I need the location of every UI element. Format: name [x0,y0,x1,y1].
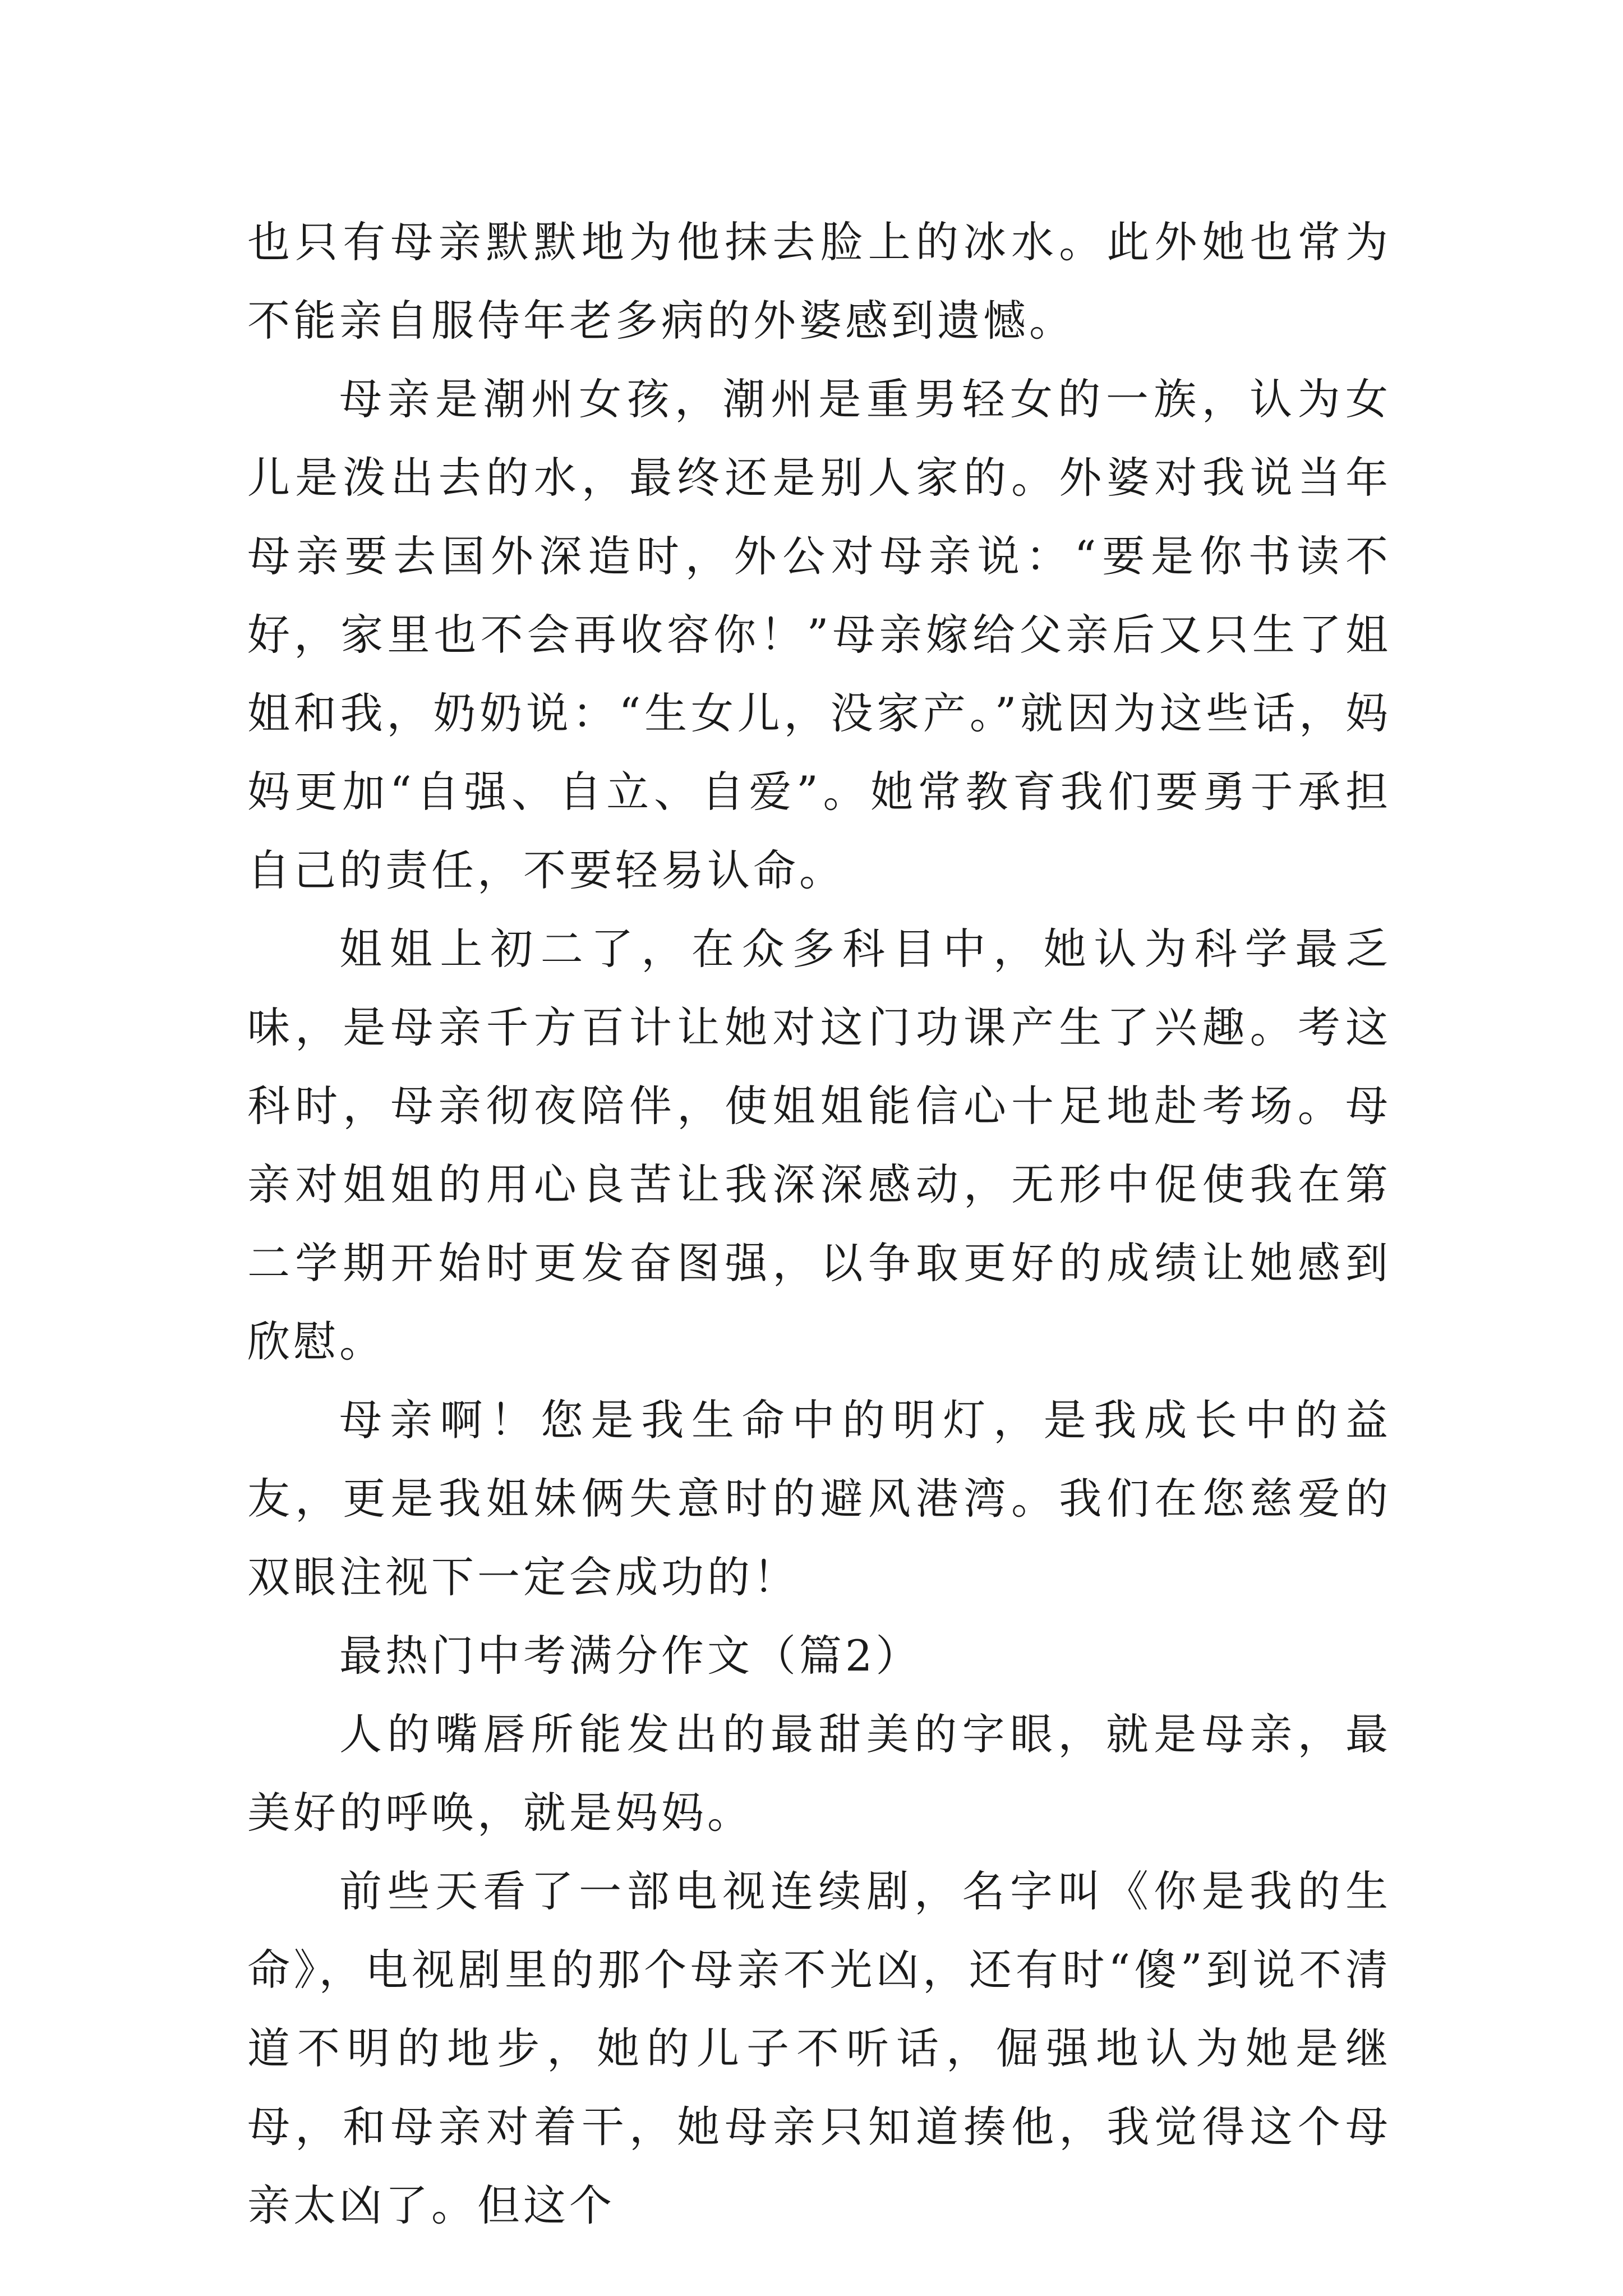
section-heading: 最热门中考满分作文（篇2） [339,1631,922,1681]
paragraph-4: 母亲啊！您是我生命中的明灯，是我成长中的益友，更是我姐妹俩失意时的避风港湾。我们在您慈爱的双眼注视下一定会成功的！ [247,1395,1391,1602]
document-body [247,203,1391,2245]
paragraph-1: 也只有母亲默默地为他抹去脸上的冰水。此外她也常为不能亲自服侍年老多病的外婆感到遗憾。 [247,217,1391,346]
paragraph-3: 姐姐上初二了，在众多科目中，她认为科学最乏味，是母亲千方百计让她对这门功课产生了兴趣。考这科时，母亲彻夜陪伴，使姐姐能信心十足地赴考场。母亲对姐姐的用心良苦让我深深感动，无形中促使我在第二学期开始时更发奋图强，以争取更好的成绩让她感到欣慰。 [247,924,1391,1366]
paragraph-5: 人的嘴唇所能发出的最甜美的字眼，就是母亲，最美好的呼唤，就是妈妈。 [247,1709,1391,1838]
paragraph-2: 母亲是潮州女孩，潮州是重男轻女的一族，认为女儿是泼出去的水，最终还是别人家的。外婆对我说当年母亲要去国外深造时，外公对母亲说：“要是你书读不好，家里也不会再收容你！”母亲嫁给父亲后又只生了姐姐和我，奶奶说：“生女儿，没家产。”就因为这些话，妈妈更加“自强、自立、自爱”。她常教育我们要勇于承担自己的责任，不要轻易认命。 [247,374,1391,895]
paragraph-6: 前些天看了一部电视连续剧，名字叫《你是我的生命》，电视剧里的那个母亲不光凶，还有时“傻”到说不清道不明的地步，她的儿子不听话，倔强地认为她是继母，和母亲对着干，她母亲只知道揍他，我觉得这个母亲太凶了。但这个 [247,1866,1391,2230]
